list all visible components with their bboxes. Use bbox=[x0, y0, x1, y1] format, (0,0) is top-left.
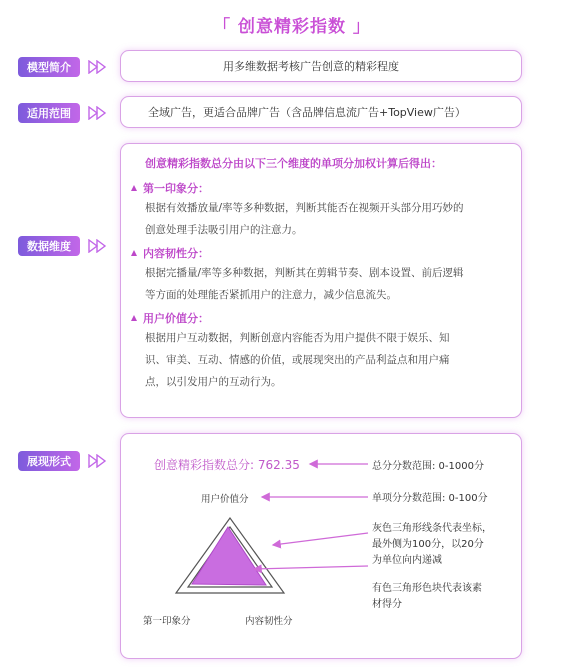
dimension-title-user-value: 用户价值分： bbox=[131, 310, 511, 326]
note-total-range: 总分分数范围: 0-1000分 bbox=[372, 461, 484, 472]
total-score-label: 创意精彩指数总分: 762.35 bbox=[154, 458, 300, 472]
dimension-title-content-resilience: 内容韧性分： bbox=[131, 245, 511, 261]
note-gray-line-2: 最外侧为100分，以20分 bbox=[372, 539, 484, 550]
dimension-desc-user-value: 根据用户互动数据，判断创意内容能否为用户提供不限于娱乐、知 识、审美、互动、情感的价值，或展现突出的产品利益点和用户痛 点，以引发用户的互动行为。 bbox=[145, 332, 450, 388]
dimension-desc-first-impression: 根据有效播放量/率等多种数据，判断其能否在视频开头部分用巧妙的 创意处理手法吸引用户的注意力。 bbox=[145, 202, 464, 236]
note-color-line-1: 有色三角形色块代表该素 bbox=[372, 583, 482, 594]
scope-text: 全域广告，更适合品牌广告（含品牌信息流广告+TopView广告） bbox=[148, 106, 466, 119]
dimension-title-first-impression: 第一印象分： bbox=[131, 180, 511, 196]
section-label-model: 模型简介 bbox=[18, 57, 80, 77]
note-gray-line-1: 灰色三角形线条代表坐标， bbox=[372, 523, 492, 534]
section-label-dimensions: 数据维度 bbox=[18, 236, 80, 256]
dimension-desc-content-resilience: 根据完播量/率等多种数据，判断其在剪辑节奏、剧本设置、前后逻辑 等方面的处理能否紧抓用户的注意力，减少信息流失。 bbox=[145, 267, 464, 301]
note-color-line-2: 材得分 bbox=[372, 599, 402, 610]
section-label-display: 展现形式 bbox=[18, 451, 80, 471]
vertex-user-value: 用户价值分 bbox=[201, 494, 249, 505]
arrow-color-area bbox=[254, 566, 368, 569]
section-label-scope: 适用范围 bbox=[18, 103, 80, 123]
model-text: 用多维数据考核广告创意的精彩程度 bbox=[223, 60, 399, 73]
page-title: 「 创意精彩指数 」 bbox=[213, 17, 371, 37]
vertex-content-resilience: 内容韧性分 bbox=[245, 616, 293, 627]
arrow-gray-lines bbox=[273, 533, 368, 545]
note-gray-line-3: 为单位向内递减 bbox=[372, 555, 442, 566]
note-single-range: 单项分分数范围: 0-100分 bbox=[372, 493, 488, 504]
vertex-first-impression: 第一印象分 bbox=[143, 616, 191, 627]
dimensions-intro: 创意精彩指数总分由以下三个维度的单项分加权计算后得出： bbox=[145, 157, 442, 170]
